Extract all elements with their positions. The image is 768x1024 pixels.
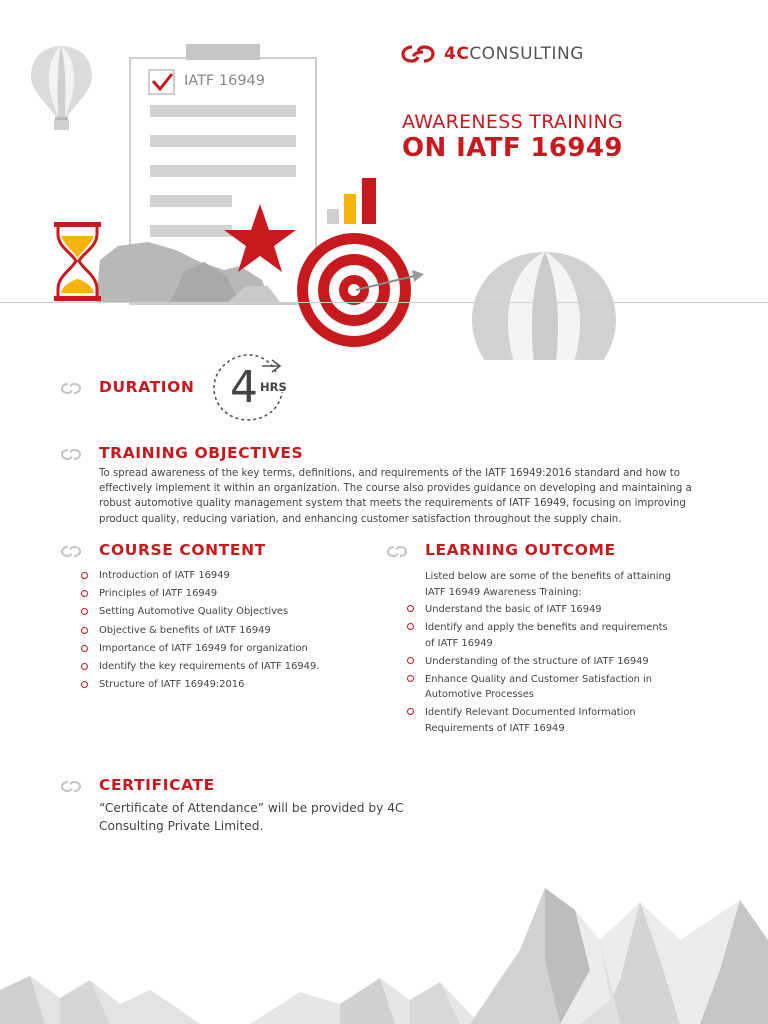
- bar-chart-icon: [327, 178, 376, 224]
- chain-link-icon: [60, 381, 82, 396]
- list-item: Identify and apply the benefits and requirements of IATF 16949: [407, 620, 727, 651]
- page-title-line2: ON IATF 16949: [402, 133, 623, 163]
- page-title-line1: AWARENESS TRAINING: [402, 111, 624, 133]
- list-item: Introduction of IATF 16949: [81, 567, 381, 585]
- chain-link-icon: [386, 544, 408, 559]
- course-content-list: [81, 567, 381, 694]
- checkbox-icon: [149, 70, 174, 94]
- learning-outcome-heading: LEARNING OUTCOME: [425, 541, 616, 559]
- learning-outcome-list: [407, 602, 727, 739]
- chain-link-icon: [60, 779, 82, 794]
- course-content-heading: COURSE CONTENT: [99, 541, 266, 559]
- hot-air-balloon-icon: [31, 46, 92, 130]
- list-item: Setting Automotive Quality Objectives: [81, 603, 381, 621]
- list-item: Principles of IATF 16949: [81, 585, 381, 603]
- duration-heading: DURATION: [99, 378, 195, 396]
- list-item: Objective & benefits of IATF 16949: [81, 622, 381, 640]
- duration-unit: HRS: [260, 380, 287, 394]
- objectives-text: To spread awareness of the key terms, definitions, and requirements of the IATF 16949:2016 standard and how to effectively implement it within an organization. The course also provides guidance on developing and maintaining a robust automotive quality management system that meets the requirements of IATF 16949, focusing on improving product quality, reducing variation, and enhancing customer satisfaction throughout the supply chain.: [99, 468, 692, 525]
- list-item: Identify the key requirements of IATF 16949.: [81, 658, 381, 676]
- clipboard-label: IATF 16949: [184, 73, 266, 89]
- certificate-text: “Certificate of Attendance” will be provided by 4C Consulting Private Limited.: [99, 801, 404, 833]
- hourglass-icon: [54, 222, 101, 301]
- list-item: Identify Relevant Documented Information Requirements of IATF 16949: [407, 705, 727, 736]
- certificate-heading: CERTIFICATE: [99, 776, 215, 794]
- logo-text: 4CCONSULTING: [444, 44, 584, 64]
- clock-icon: [210, 352, 294, 422]
- list-item: Understanding of the structure of IATF 16949: [407, 654, 727, 670]
- target-icon: [297, 233, 424, 347]
- hot-air-balloon-large-icon: [472, 252, 616, 360]
- logo-icon: [400, 43, 436, 65]
- divider: [0, 302, 768, 303]
- list-item: Enhance Quality and Customer Satisfaction in Automotive Processes: [407, 672, 727, 703]
- chain-link-icon: [60, 544, 82, 559]
- list-item: Importance of IATF 16949 for organization: [81, 640, 381, 658]
- brand-logo: [400, 40, 584, 68]
- learning-outcome-intro: Listed below are some of the benefits of attaining IATF 16949 Awareness Training:: [425, 571, 672, 598]
- chain-link-icon: [60, 447, 82, 462]
- list-item: Structure of IATF 16949:2016: [81, 676, 381, 694]
- duration-value: 4: [230, 362, 258, 413]
- mountains-illustration: [0, 880, 768, 1024]
- header-illustration: [0, 0, 768, 360]
- objectives-heading: TRAINING OBJECTIVES: [99, 444, 304, 462]
- list-item: Understand the basic of IATF 16949: [407, 602, 727, 618]
